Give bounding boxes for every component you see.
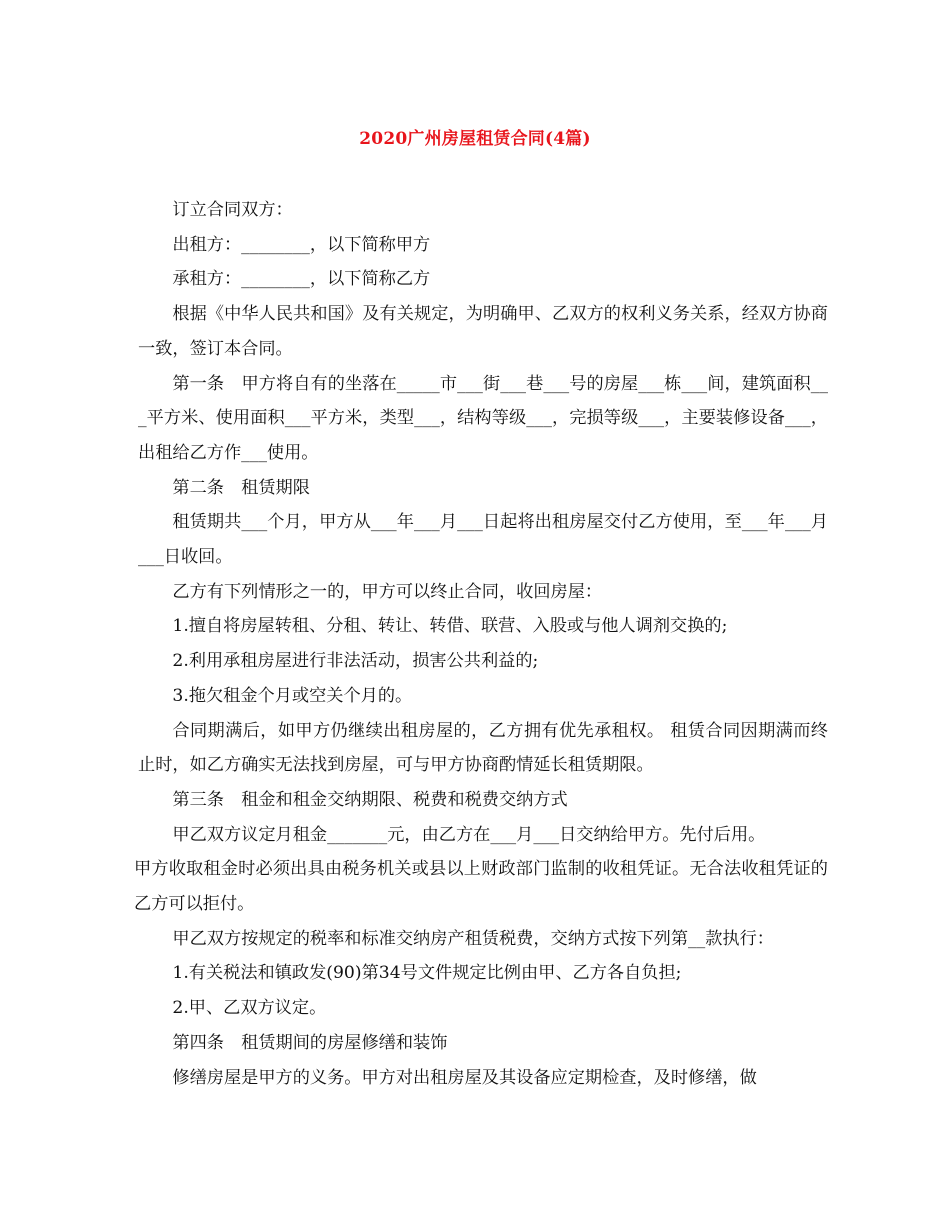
list-item-termination-3: 3.拖欠租金个月或空关个月的。	[172, 685, 413, 706]
paragraph-renewal: 合同期满后，如甲方仍继续出租房屋的，乙方拥有优先承租权。 租赁合同因期满而终止时，如乙方确实无法找到房屋，可与甲方协商酌情延长租赁期限。	[138, 720, 828, 776]
paragraph-lease-term: 租赁期共___个月，甲方从___年___月___日起将出租房屋交付乙方使用，至___年___月___日收回。	[138, 512, 828, 568]
paragraph-repair-obligation: 修缮房屋是甲方的义务。甲方对出租房屋及其设备应定期检查，及时修缮，做	[172, 1067, 757, 1088]
list-item-termination-1: 1.擅自将房屋转租、分租、转让、转借、联营、入股或与他人调剂交换的;	[172, 616, 728, 637]
paragraph-article-4-heading: 第四条 租赁期间的房屋修缮和装饰	[172, 1032, 448, 1053]
paragraph-preamble: 根据《中华人民共和国》及有关规定，为明确甲、乙双方的权利义务关系，经双方协商一致，签订本合同。	[138, 304, 828, 359]
document-title: 2020广州房屋租赁合同(4篇)	[359, 129, 591, 149]
paragraph-parties-heading: 订立合同双方：	[172, 200, 293, 220]
list-item-tax-1: 1.有关税法和镇政发(90)第34号文件规定比例由甲、乙方各自负担;	[172, 963, 682, 984]
paragraph-tax-payment: 甲乙双方按规定的税率和标准交纳房产租赁税费，交纳方式按下列第__款执行：	[172, 928, 774, 949]
paragraph-lessee: 承租方：________，以下简称乙方	[172, 269, 431, 290]
paragraph-rent-amount: 甲乙双方议定月租金_______元，由乙方在___月___日交纳给甲方。先付后用。	[172, 824, 766, 845]
contract-body	[134, 193, 828, 1095]
paragraph-termination-conditions: 乙方有下列情形之一的，甲方可以终止合同，收回房屋：	[172, 581, 603, 602]
paragraph-lessor: 出租方：________，以下简称甲方	[172, 234, 431, 255]
list-item-tax-2: 2.甲、乙双方议定。	[172, 998, 327, 1019]
paragraph-article-2-heading: 第二条 租赁期限	[172, 477, 310, 498]
list-item-termination-2: 2.利用承租房屋进行非法活动，损害公共利益的;	[172, 651, 539, 672]
paragraph-article-3-heading: 第三条 租金和租金交纳期限、税费和税费交纳方式	[172, 789, 568, 810]
paragraph-rent-receipt: 甲方收取租金时必须出具由税务机关或县以上财政部门监制的收租凭证。无合法收租凭证的乙方可以拒付。	[134, 859, 828, 915]
paragraph-article-1: 第一条 甲方将自有的坐落在_____市___街___巷___号的房屋___栋___间，建筑面积___平方米、使用面积___平方米，类型___，结构等级___，完损等级___，主要装修设备___，出租给乙方作___使用。	[138, 373, 828, 463]
